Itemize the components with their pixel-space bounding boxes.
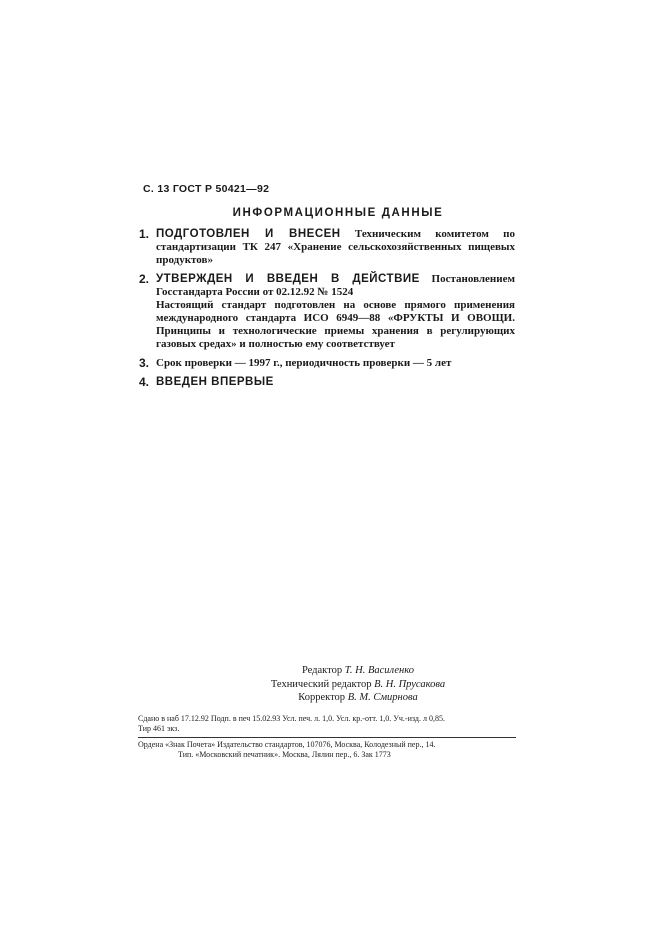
editors-block [228,664,488,705]
imprint-line: Сдано в наб 17.12.92 Подп. в печ 15.02.93 Усл. печ. л. 1,0. Усл. кр.-отт. 1,0. Уч.-изд. л 0,85. [138,714,445,723]
divider [138,737,516,738]
item-number: 2. [139,272,150,286]
item-number: 1. [139,227,150,241]
item-text: Постановлением Госстандарта России от 02.12.92 № 1524 [156,273,515,298]
info-item-2 [139,273,515,351]
info-item-3 [139,357,515,370]
info-item-1 [139,228,515,267]
item-lead: ВВЕДЕН ВПЕРВЫЕ [156,376,274,388]
item-number: 3. [139,356,150,370]
page-header: С. 13 ГОСТ Р 50421—92 [143,183,270,195]
publisher-line: Ордена «Знак Почета» Издательство стандартов, 107076, Москва, Колодезный пер., 14. [138,740,436,749]
editor-line: Редактор Т. Н. Василенко [301,665,415,676]
editor-line: Корректор В. М. Смирнова [298,692,418,703]
item-text: Срок проверки — 1997 г., периодичность проверки — 5 лет [156,357,452,369]
info-list [139,228,515,395]
section-title: ИНФОРМАЦИОННЫЕ ДАННЫЕ [232,207,444,219]
item-number: 4. [139,375,150,389]
item-lead: УТВЕРЖДЕН И ВВЕДЕН В ДЕЙСТВИЕ [156,273,420,285]
item-lead: ПОДГОТОВЛЕН И ВНЕСЕН [156,228,341,240]
publisher-info [138,740,518,760]
item-text: Техническим комитетом по стандартизации ТК 247 «Хранение сельскохозяйственных пищевых продуктов» [156,228,515,266]
imprint-line: Тир 461 экз. [138,724,180,733]
printer-line: Тип. «Московский печатник». Москва, Лялин пер., 6. Зак 1773 [178,750,391,759]
info-item-4 [139,376,515,389]
editor-line: Технический редактор В. Н. Прусакова [270,678,446,690]
print-imprint [138,714,518,734]
item-extra-text: Настоящий стандарт подготовлен на основе прямого применения международного стандарта ИСО 6949—88 «ФРУКТЫ И ОВОЩИ. Принципы и технологические приемы хранения в регулирующих газовых средах» и полностью ему соответствует [156,299,515,350]
